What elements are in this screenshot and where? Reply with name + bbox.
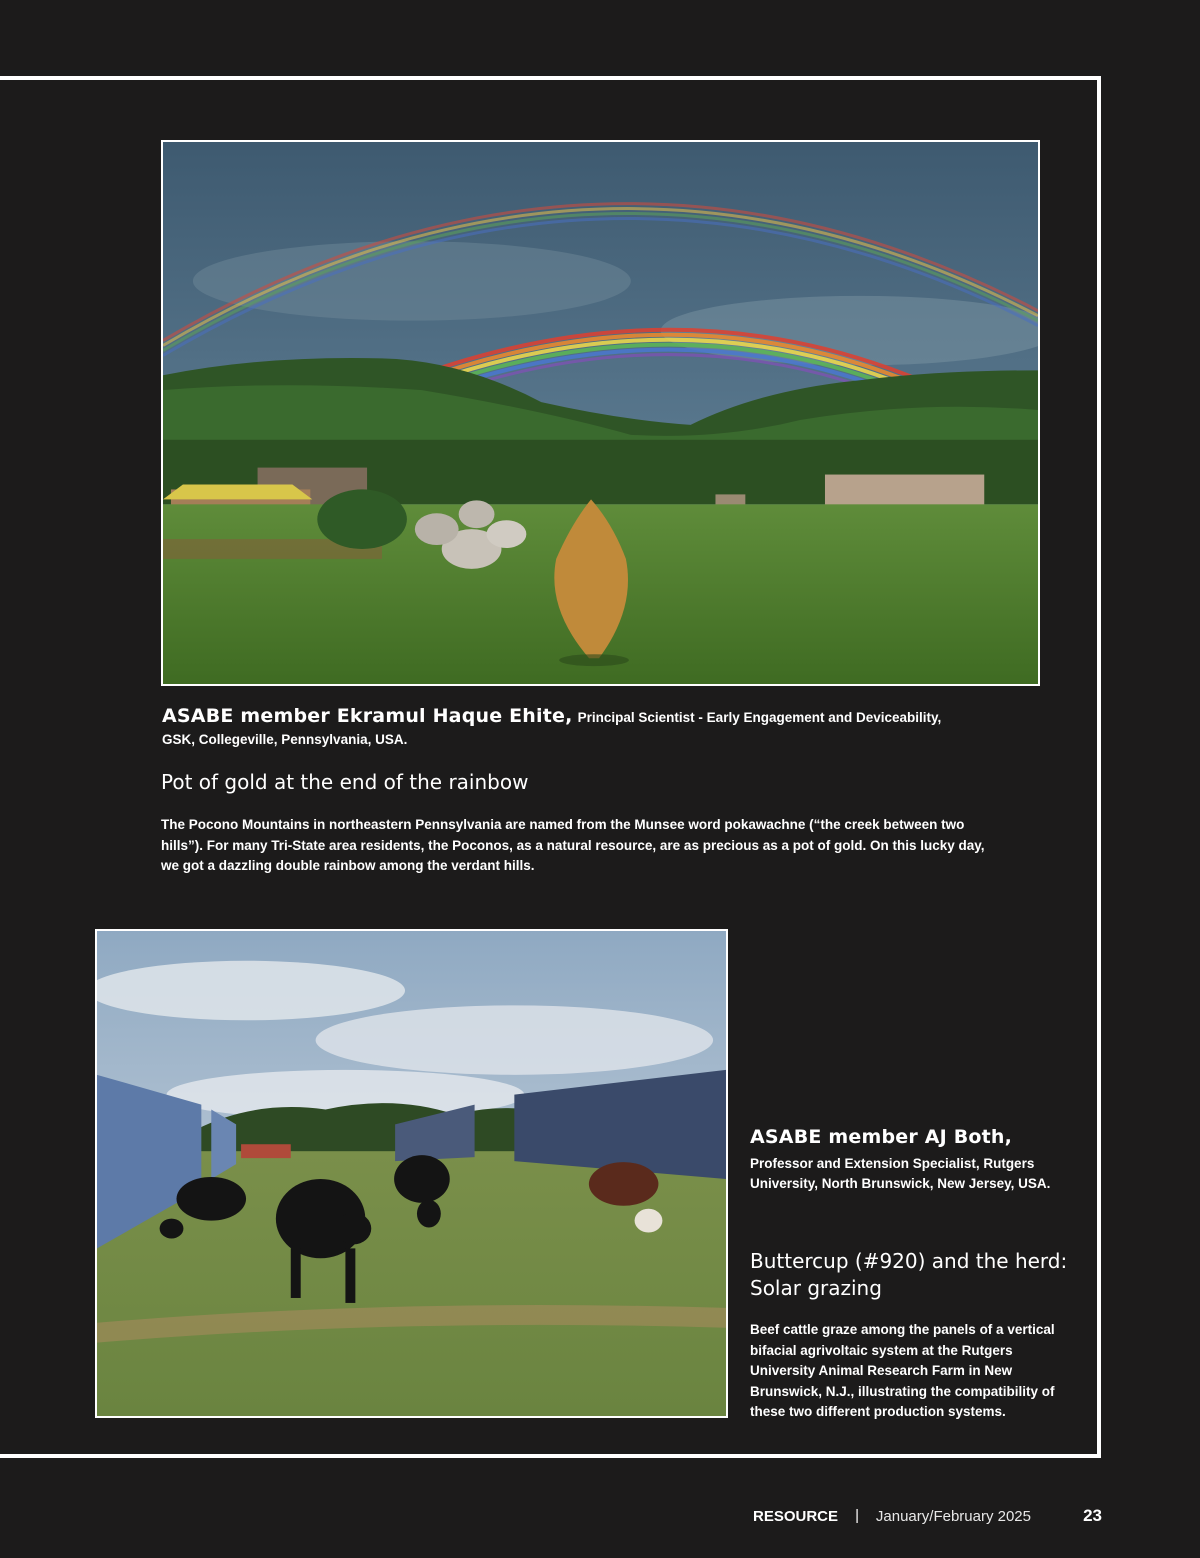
page-footer	[0, 1500, 1104, 1530]
photo-description: The Pocono Mountains in northeastern Pennsylvania are named from the Munsee word pokawachne (“the creek between two hills”). For many Tri-State area residents, the Poconos, as a natural resource, are as precious as a pot of gold. On this lucky day, we got a dazzling double rainbow among the verdant hills.	[161, 817, 985, 873]
photo-credit	[162, 706, 1062, 750]
member-location: GSK, Collegeville, Pennsylvania, USA.	[162, 732, 408, 747]
photo-title: Pot of gold at the end of the rainbow	[161, 770, 529, 794]
page-number: 23	[1083, 1506, 1102, 1525]
member-role: Principal Scientist - Early Engagement and Deviceability,	[577, 710, 942, 725]
member-role: Professor and Extension Specialist, Rutgers University, North Brunswick, New Jersey, USA.	[750, 1156, 1051, 1191]
photo-title: Buttercup (#920) and the herd: Solar grazing	[750, 1249, 1068, 1300]
footer-separator: |	[855, 1507, 859, 1524]
issue-date: January/February 2025	[875, 1508, 1031, 1525]
member-name: ASABE member Ekramul Haque Ehite,	[162, 705, 573, 727]
cattle-solar-panels-photo	[95, 929, 728, 1418]
member-name: ASABE member AJ Both,	[750, 1126, 1013, 1148]
rainbow-landscape-photo	[161, 140, 1040, 686]
magazine-name: RESOURCE	[752, 1508, 838, 1525]
photo-credit	[750, 1126, 1080, 1194]
photo-description: Beef cattle graze among the panels of a vertical bifacial agrivoltaic system at the Rutgers University Animal Research Farm in New Brunswick, N.J., illustrating the compatibility of these two different production systems.	[750, 1322, 1055, 1419]
